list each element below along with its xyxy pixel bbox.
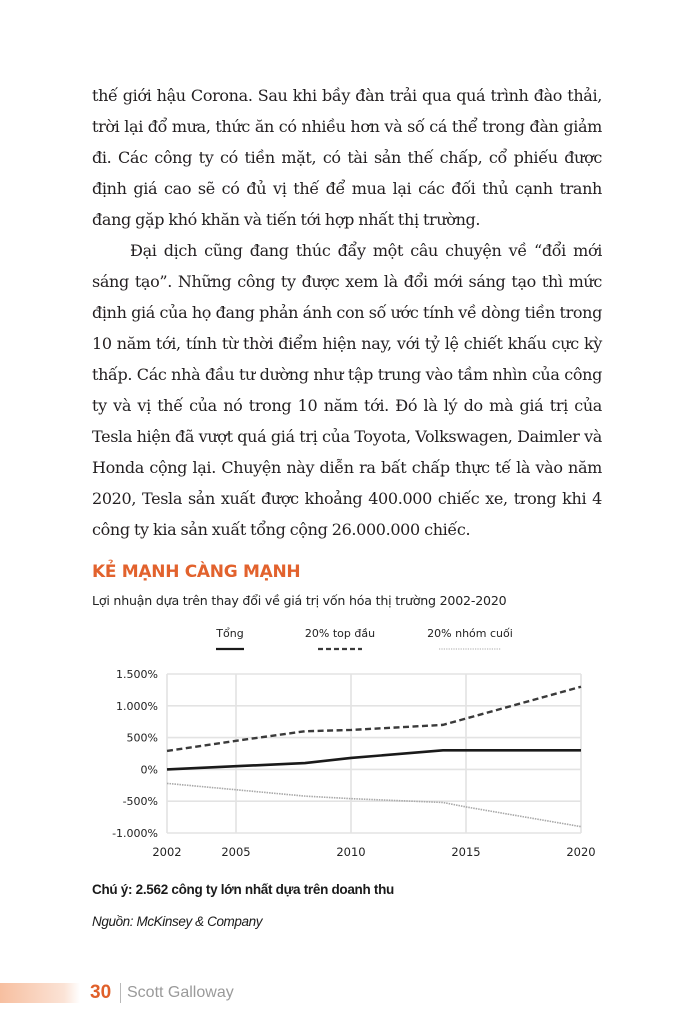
y-tick-label: 1.500% <box>116 668 158 681</box>
y-tick-label: 500% <box>127 732 158 745</box>
x-axis-ticks <box>152 845 595 859</box>
x-tick-label: 2005 <box>221 845 250 859</box>
chart-title: Lợi nhuận dựa trên thay đổi về giá trị vốn hóa thị trường 2002-2020 <box>92 593 700 609</box>
body-paragraph-2: Đại dịch cũng đang thúc đẩy một câu chuyện về “đổi mới sáng tạo”. Những công ty được xem là đổi mới sáng tạo thì mức định giá của họ đang phản ánh con số ước tính về dòng tiền trong 10 năm tới, tính từ thời điểm hiện nay, với tỷ lệ chiết khấu cực kỳ thấp. Các nhà đầu tư dường như tập trung vào tầm nhìn của công ty và vị thế của nó trong 10 năm tới. Đó là lý do mà giá trị của Tesla hiện đã vượt quá giá trị của Toyota, Volkswagen, Daimler và Honda cộng lại. Chuyện này diễn ra bất chấp thực tế là vào năm 2020, Tesla sản xuất được khoảng 400.000 chiếc xe, trong khi 4 công ty kia sản xuất tổng cộng 26.000.000 chiếc. <box>92 235 602 545</box>
legend-label: 20% top đầu <box>305 627 375 640</box>
chart-note: Chú ý: 2.562 công ty lớn nhất dựa trên doanh thu <box>92 881 700 899</box>
body-text <box>92 80 602 545</box>
x-tick-label: 2020 <box>566 845 595 859</box>
author-name: Scott Galloway <box>127 983 234 1003</box>
series-line-0 <box>167 750 581 769</box>
legend-label: 20% nhóm cuối <box>427 627 513 640</box>
chart-series <box>167 687 581 827</box>
footer-divider <box>120 983 121 1003</box>
x-tick-label: 2002 <box>152 845 181 859</box>
y-tick-label: 0% <box>141 763 158 776</box>
y-axis-ticks <box>112 668 158 840</box>
chart-legend <box>215 627 513 649</box>
page-footer <box>0 981 700 1011</box>
x-tick-label: 2015 <box>451 845 480 859</box>
page-number: 30 <box>90 981 111 1005</box>
line-chart <box>0 613 700 873</box>
chart-container <box>0 613 700 873</box>
y-tick-label: 1.000% <box>116 700 158 713</box>
chart-grid <box>167 674 581 833</box>
chart-source: Nguồn: McKinsey & Company <box>92 913 700 931</box>
legend-label: Tổng <box>215 627 243 640</box>
series-line-1 <box>167 687 581 751</box>
x-tick-label: 2010 <box>336 845 365 859</box>
section-title: KẺ MẠNH CÀNG MẠNH <box>92 561 700 583</box>
y-tick-label: -500% <box>123 795 158 808</box>
footer-accent-bar <box>0 983 80 1003</box>
y-tick-label: -1.000% <box>112 827 158 840</box>
body-paragraph-1: thế giới hậu Corona. Sau khi bầy đàn trải qua quá trình đào thải, trời lại đổ mưa, thức ăn có nhiều hơn và số cá thể trong đàn giảm đi. Các công ty có tiền mặt, có tài sản thế chấp, cổ phiếu được định giá cao sẽ có đủ vị thế để mua lại các đối thủ cạnh tranh đang gặp khó khăn và tiến tới hợp nhất thị trường. <box>92 80 602 235</box>
series-line-2 <box>167 783 581 826</box>
